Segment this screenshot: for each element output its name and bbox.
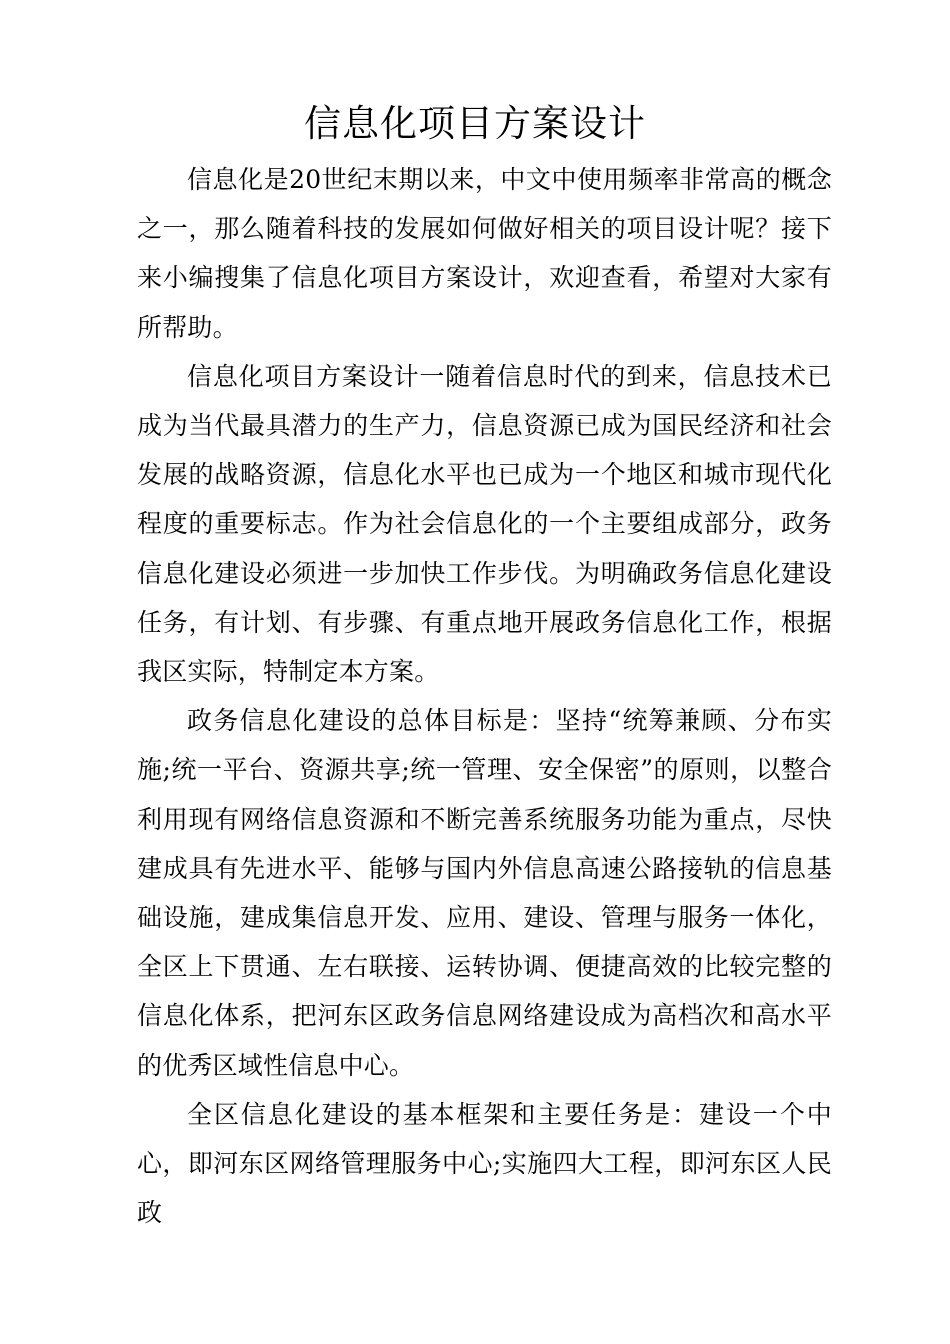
paragraph: 政务信息化建设的总体目标是：坚持“统筹兼顾、分布实施;统一平台、资源共享;统一管理、安全保密”的原则，以整合利用现有网络信息资源和不断完善系统服务功能为重点，尽快建成具有先进水平、能够与国内外信息高速公路接轨的信息基础设施，建成集信息开发、应用、建设、管理与服务一体化，全区上下贯通、左右联接、运转协调、便捷高效的比较完整的信息化体系，把河东区政务信息网络建设成为高档次和高水平的优秀区域性信息中心。 — [137, 706, 832, 1080]
document-body — [137, 155, 832, 1237]
document-title: 信息化项目方案设计 — [304, 102, 646, 145]
paragraph: 信息化是20世纪末期以来，中文中使用频率非常高的概念之一，那么随着科技的发展如何做好相关的项目设计呢？接下来小编搜集了信息化项目方案设计，欢迎查看，希望对大家有所帮助。 — [137, 165, 832, 342]
paragraph: 全区信息化建设的基本框架和主要任务是：建设一个中心，即河东区网络管理服务中心;实施四大工程，即河东区人民政 — [137, 1099, 832, 1228]
paragraph: 信息化项目方案设计一随着信息时代的到来，信息技术已成为当代最具潜力的生产力，信息资源已成为国民经济和社会发展的战略资源，信息化水平也已成为一个地区和城市现代化程度的重要标志。作为社会信息化的一个主要组成部分，政务信息化建设必须进一步加快工作步伐。为明确政务信息化建设任务，有计划、有步骤、有重点地开展政务信息化工作，根据我区实际，特制定本方案。 — [137, 361, 832, 687]
